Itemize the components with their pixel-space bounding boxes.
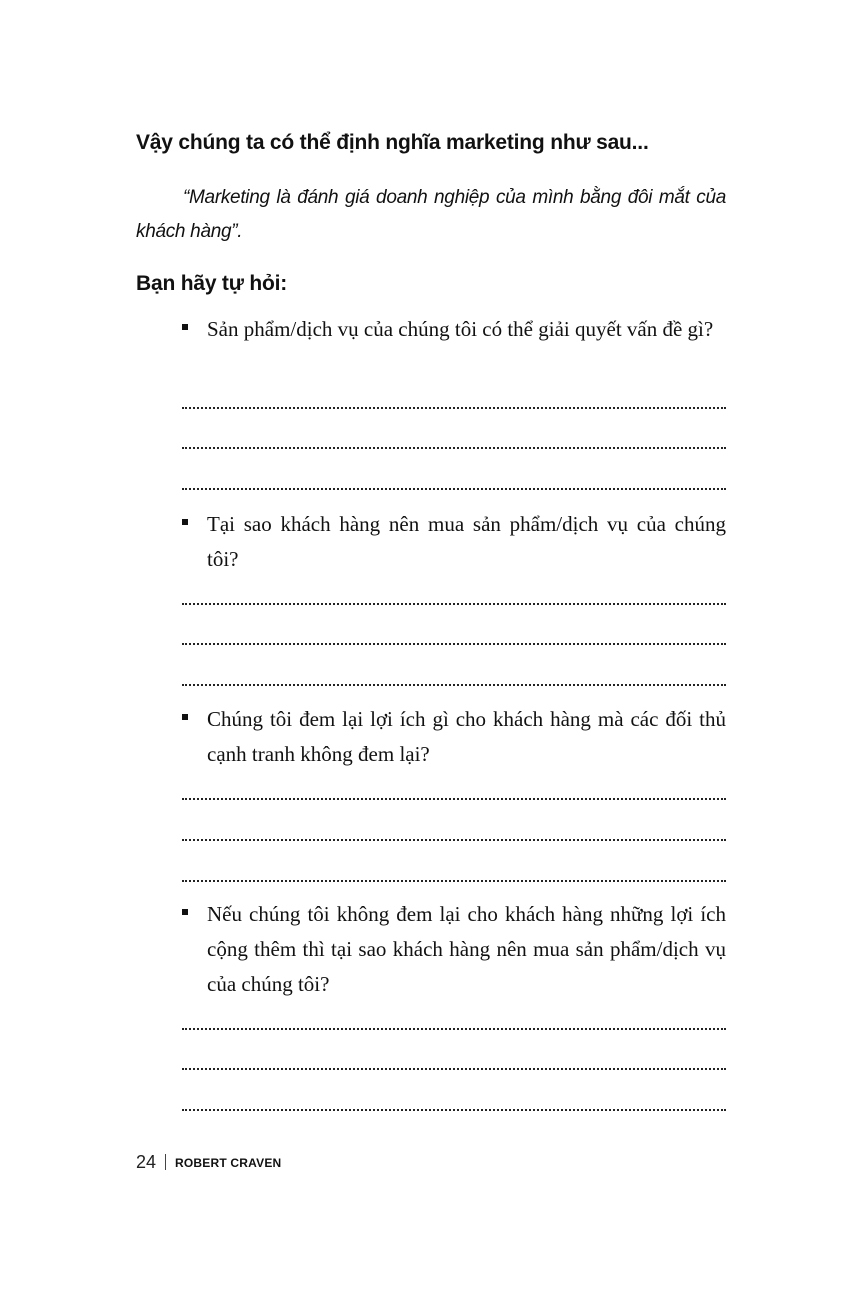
question-item [182,507,726,692]
answer-line[interactable] [182,488,726,490]
page-footer [136,1152,281,1173]
section-heading: Vậy chúng ta có thể định nghĩa marketing như sau... [136,131,649,154]
answer-line[interactable] [182,1109,726,1111]
answer-line[interactable] [182,880,726,882]
question-item [182,702,726,887]
question-text: Tại sao khách hàng nên mua sản phẩm/dịch vụ của chúng tôi? [207,512,726,571]
answer-line[interactable] [182,407,726,409]
answer-line[interactable] [182,839,726,841]
bullet-icon [182,519,188,525]
marketing-definition-quote: “Marketing là đánh giá doanh nghiệp của mình bằng đôi mắt của khách hàng”. [136,187,726,242]
question-text: Sản phẩm/dịch vụ của chúng tôi có thể giải quyết vấn đề gì? [207,317,714,341]
author-name: ROBERT CRAVEN [175,1156,282,1170]
bullet-icon [182,909,188,915]
questions-heading: Bạn hãy tự hỏi: [136,272,288,295]
answer-line[interactable] [182,643,726,645]
bullet-icon [182,324,188,330]
answer-line[interactable] [182,603,726,605]
question-text: Chúng tôi đem lại lợi ích gì cho khách hàng mà các đối thủ cạnh tranh không đem lại? [207,707,726,766]
footer-divider [165,1154,166,1170]
answer-line[interactable] [182,1028,726,1030]
answer-line[interactable] [182,447,726,449]
question-item [182,897,726,1117]
answer-line[interactable] [182,798,726,800]
page-number: 24 [136,1152,157,1172]
question-text: Nếu chúng tôi không đem lại cho khách hàng những lợi ích cộng thêm thì tại sao khách hàng nên mua sản phẩm/dịch vụ của chúng tôi? [207,902,726,996]
bullet-icon [182,714,188,720]
question-item [182,312,726,497]
answer-line[interactable] [182,1068,726,1070]
answer-line[interactable] [182,684,726,686]
